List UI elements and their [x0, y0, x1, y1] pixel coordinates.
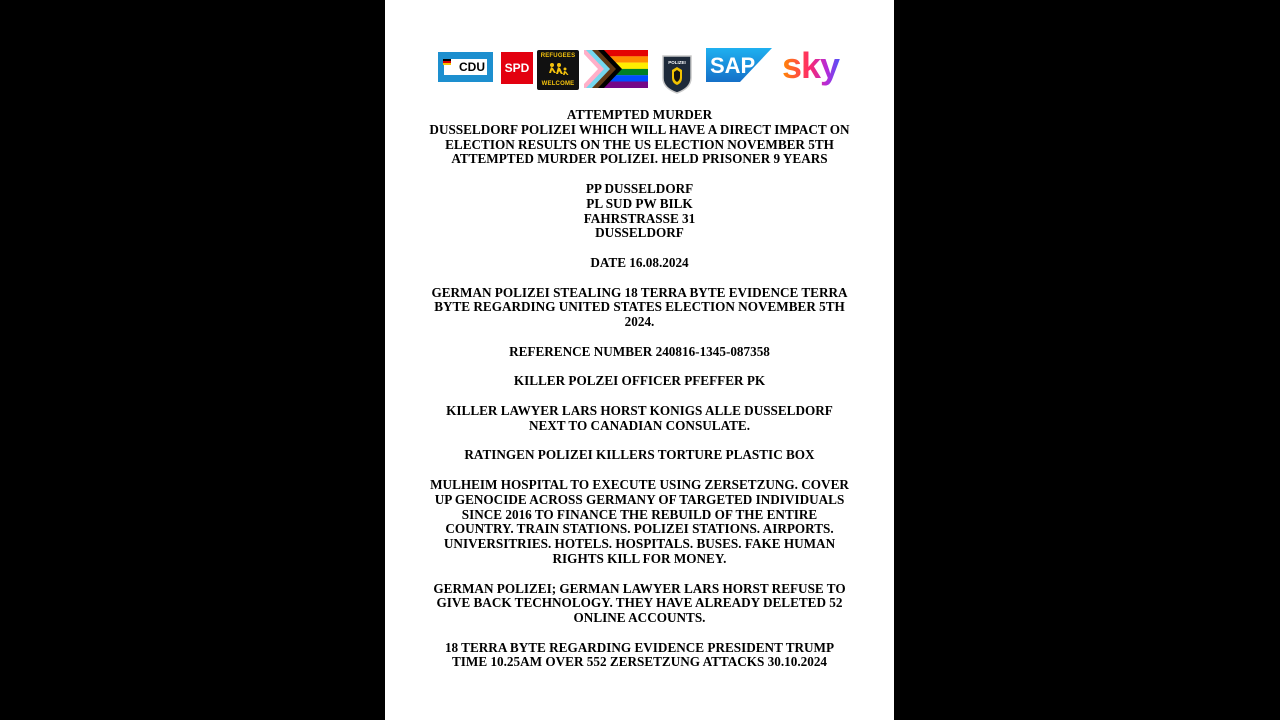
logo-strip [385, 44, 894, 96]
document-line: RATINGEN POLIZEI KILLERS TORTURE PLASTIC BOX [464, 447, 815, 463]
sap-logo-shape [706, 48, 772, 82]
cdu-logo-text: CDU [444, 59, 487, 75]
document-paragraph [385, 641, 894, 671]
pride-flag-icon [584, 50, 648, 88]
document-line: UP GENOCIDE ACROSS GERMANY OF TARGETED INDIVIDUALS [434, 491, 845, 507]
document-line: FAHRSTRASSE 31 [583, 210, 696, 226]
document-paragraph [385, 374, 894, 389]
german-flag-icon [443, 59, 451, 65]
refugees-logo-bottom-text: WELCOME [541, 81, 575, 87]
document-line: GIVE BACK TECHNOLOGY. THEY HAVE ALREADY DELETED 52 [436, 595, 843, 611]
document-line: PP DUSSELDORF [585, 180, 694, 196]
document-line: MULHEIM HOSPITAL TO EXECUTE USING ZERSETZUNG. COVER [430, 476, 849, 492]
sap-logo [706, 48, 772, 82]
document-paragraph [385, 404, 894, 434]
document-line: ELECTION RESULTS ON THE US ELECTION NOVEMBER 5TH [445, 136, 834, 152]
document-line: BYTE REGARDING UNITED STATES ELECTION NOVEMBER 5TH [434, 299, 845, 315]
sky-logo: sky [782, 46, 842, 86]
document-paragraph [385, 478, 894, 567]
document-line: REFERENCE NUMBER 240816-1345-087358 [509, 343, 770, 359]
document-paragraph [385, 256, 894, 271]
document-line: 2024. [624, 314, 655, 330]
refugees-logo-top-text: REFUGEES [540, 53, 576, 59]
polizei-badge-text: POLIZEI [668, 60, 686, 65]
document-line: UNIVERSITRIES. HOTELS. HOSPITALS. BUSES. FAKE HUMAN [443, 536, 836, 552]
refugees-welcome-logo [537, 50, 579, 90]
document-line: DUSSELDORF POLIZEI WHICH WILL HAVE A DIRECT IMPACT ON [429, 121, 850, 137]
progress-pride-flag [584, 50, 648, 88]
document-line: DATE 16.08.2024 [590, 254, 689, 270]
document-line: GERMAN POLIZEI STEALING 18 TERRA BYTE EVIDENCE TERRA [431, 284, 848, 300]
document-line: SINCE 2016 TO FINANCE THE REBUILD OF THE ENTIRE [461, 506, 818, 522]
document-page [385, 0, 894, 720]
running-family-icon [547, 62, 569, 78]
document-line: COUNTRY. TRAIN STATIONS. POLIZEI STATIONS. AIRPORTS. [445, 521, 834, 537]
document-line: KILLER LAWYER LARS HORST KONIGS ALLE DUSSELDORF [446, 402, 833, 418]
document-line: ATTEMPTED MURDER [566, 107, 713, 122]
document-line: 18 TERRA BYTE REGARDING EVIDENCE PRESIDENT TRUMP [444, 639, 835, 655]
document-line: ONLINE ACCOUNTS. [573, 610, 706, 626]
document-paragraph [385, 182, 894, 241]
document-line: KILLER POLZEI OFFICER PFEFFER PK [513, 373, 766, 389]
document-line: TIME 10.25AM OVER 552 ZERSETZUNG ATTACKS 30.10.2024 [451, 654, 828, 670]
cdu-logo [438, 52, 493, 82]
document-line: PL SUD PW BILK [586, 195, 693, 211]
document-paragraph [385, 448, 894, 463]
document-line: NEXT TO CANADIAN CONSULATE. [528, 417, 751, 433]
document-line: DUSSELDORF [595, 225, 684, 241]
polizei-badge-logo [661, 54, 693, 94]
sap-logo-text: SAP [710, 53, 756, 78]
document-line: ATTEMPTED MURDER POLIZEI. HELD PRISONER 9 YEARS [451, 151, 828, 167]
document-line: RIGHTS KILL FOR MONEY. [552, 550, 727, 566]
document-body [385, 108, 894, 685]
police-badge-icon [661, 54, 693, 94]
document-line: GERMAN POLIZEI; GERMAN LAWYER LARS HORST REFUSE TO [433, 580, 846, 596]
document-paragraph [385, 345, 894, 360]
document-paragraph [385, 108, 894, 167]
spd-logo: SPD [501, 52, 533, 84]
document-paragraph [385, 582, 894, 626]
document-paragraph [385, 286, 894, 330]
